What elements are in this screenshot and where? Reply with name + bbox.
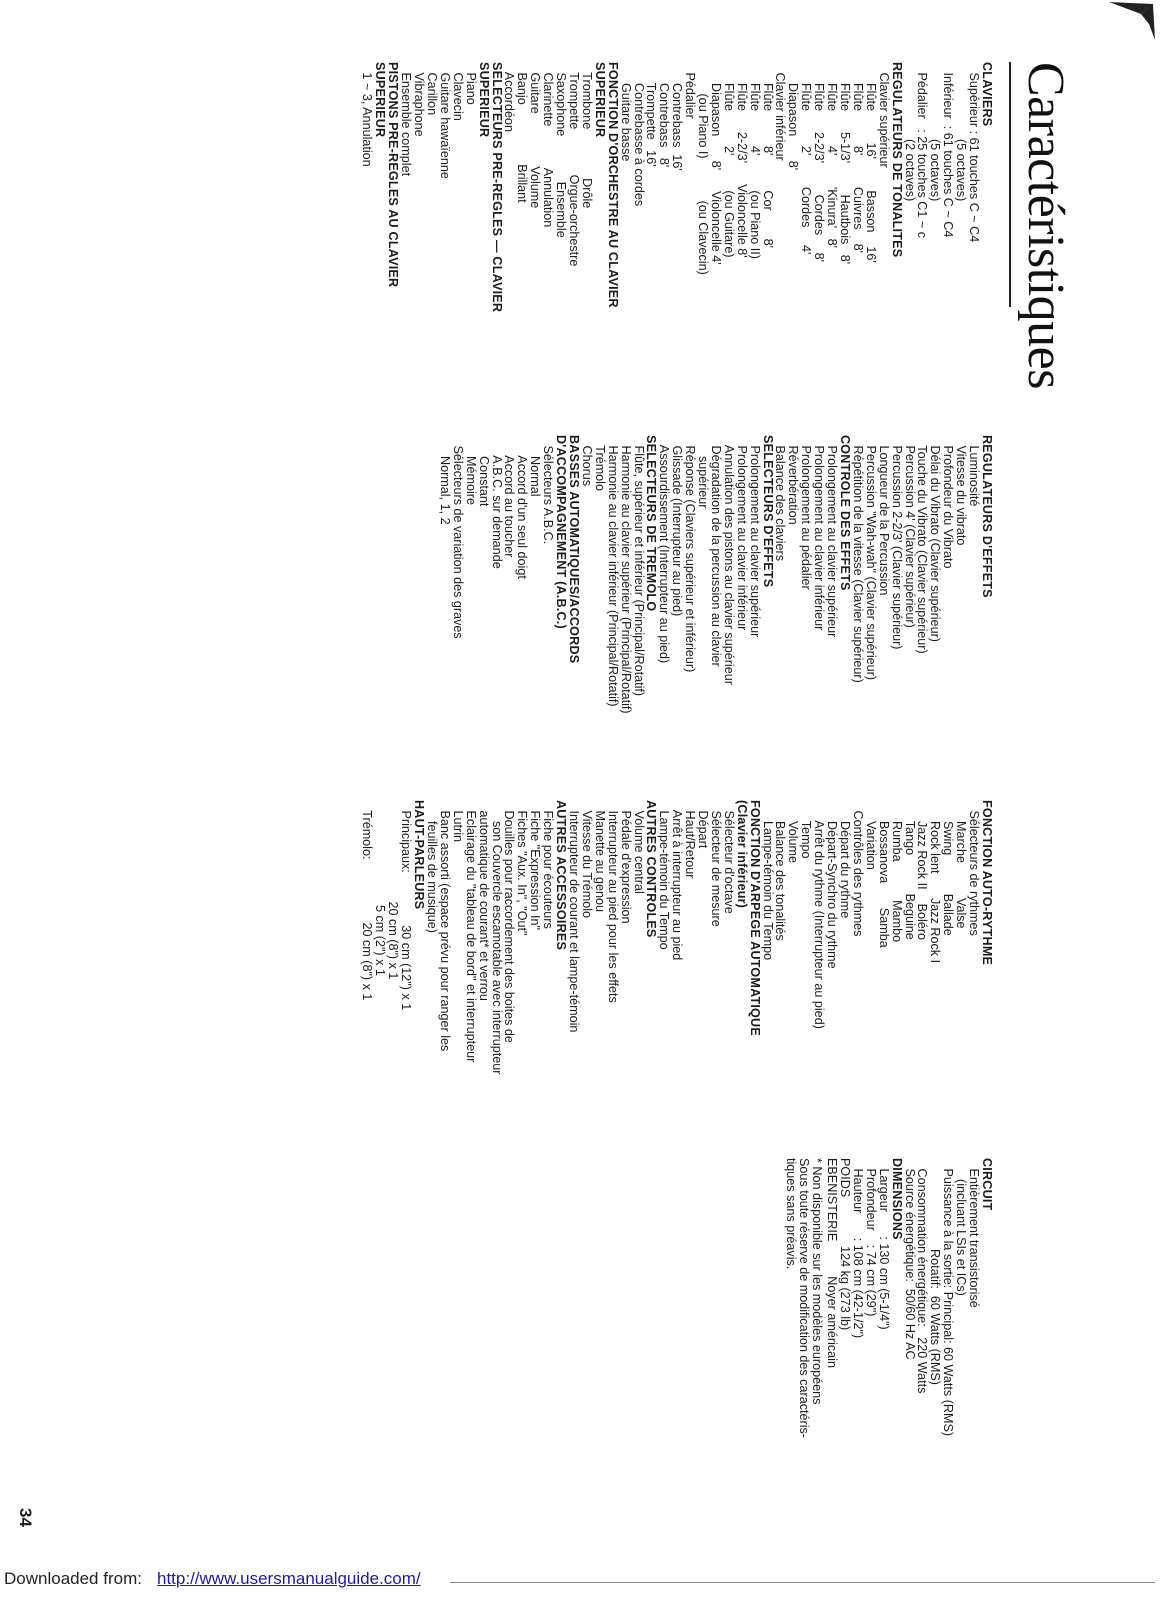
text-line: Accordéon: [502, 71, 517, 133]
text-line: Trombone Drôle: [579, 72, 594, 209]
text-line: Pédalier : 25 touches C1 ~ c: [915, 72, 930, 239]
text-line: Rotatif: 60 Watts (RMS): [928, 1248, 943, 1385]
text-line: Guitare basse: [618, 82, 633, 162]
text-line: PISTONS PRE-REGLES AU CLAVIER: [386, 62, 401, 288]
text-line: Bossanova Samba: [876, 820, 891, 948]
text-line: SUPERIEUR: [592, 62, 607, 138]
text-line: (Clavier inférieur): [734, 800, 749, 909]
text-line: Volume: [786, 820, 801, 863]
text-line: Prolongement au clavier inférieur: [812, 445, 827, 631]
text-line: AUTRES CONTROLES: [644, 800, 659, 938]
title-underline: [1009, 62, 1011, 307]
text-line: Luminosité: [967, 445, 982, 507]
text-line: Rock lent Jazz Rock I: [928, 820, 943, 964]
text-line: Largeur : 130 cm (5-1/4"): [876, 1168, 891, 1330]
text-line: Tempo: [799, 820, 814, 859]
scan-tick-icon: ✓: [1140, 4, 1151, 18]
column-claviers: [361, 62, 993, 312]
text-line: SUPERIEUR: [476, 62, 491, 138]
text-line: (ou Piano I) (ou Clavecin): [696, 93, 711, 275]
text-line: Flûte 8' Cuivres 8': [850, 82, 865, 253]
text-line: Départ du rythme: [838, 820, 853, 919]
text-line: Flûte 5-1/3' Hautbois 8': [838, 82, 853, 265]
text-line: Flûte 8' Cor 8': [760, 82, 775, 249]
text-line: Trompette Orgue-orchestre: [567, 72, 581, 267]
text-line: Flûte 2-2/3' Violoncelle 8': [734, 82, 749, 258]
text-line: CLAVIERS: [980, 62, 994, 127]
text-line: Interrupteur de courant et lampe-témoin: [567, 810, 581, 1033]
text-line: Départ-Synchro du rythme: [825, 820, 840, 969]
text-line: Trémolo: 20 cm (8") x 1: [360, 800, 375, 1001]
text-line: Source énergétique: 50/60 Hz AC: [902, 1168, 917, 1360]
text-line: Constant: [476, 455, 491, 507]
text-line: AUTRES ACCESSOIRES: [554, 800, 569, 951]
text-line: Répétition de la vitesse (Clavier supérieur): [850, 445, 865, 683]
text-line: Prolongement au pédalier: [799, 445, 814, 590]
text-line: Clavier supérieur: [876, 72, 891, 168]
text-line: Saxophone Ensemble: [554, 72, 569, 238]
text-line: Touche du Vibrato (Clavier supérieur): [915, 445, 930, 654]
text-line: Supérieur : 61 touches C ~ C4: [967, 72, 982, 243]
text-line: Eclairage du "tableau de bord" et interrupteur: [463, 810, 478, 1063]
text-line: automatique de courant* et verrou: [476, 810, 491, 1001]
text-line: Flûte 2' (ou Guitare): [721, 82, 736, 258]
text-line: FONCTION D'ARPEGE AUTOMATIQUE: [747, 800, 762, 1036]
text-line: (5 octaves): [954, 138, 969, 202]
footnote-3: [784, 1158, 797, 1269]
text-line: Vitesse du Trémolo: [579, 810, 594, 919]
text-line: Flûte 2' Cordes 4': [799, 82, 814, 255]
text-line: Balance des tonalités: [773, 820, 788, 941]
text-line: Mémoire: [463, 455, 478, 505]
text-line: 20 cm (8") x 1: [386, 901, 401, 980]
text-line: Annulation des pistons au clavier supérieur: [721, 444, 736, 685]
text-line: * Non disponible sur les modèles européens: [810, 1158, 824, 1405]
text-line: Glissade (Interrupteur au pied): [670, 445, 685, 617]
text-line: Contrebass 16': [670, 82, 685, 171]
text-line: Banjo Brillant: [515, 72, 530, 203]
text-line: Ensemble complet: [399, 72, 414, 177]
text-line: Vitesse du vibrato: [954, 445, 969, 546]
footer-divider: [450, 1582, 1155, 1583]
text-line: Normal, 1, 2: [437, 435, 452, 525]
text-line: Vibraphone: [412, 72, 427, 137]
text-line: Fiche pour écouteurs: [541, 810, 556, 929]
text-line: Flûte, supérieur et inférieur (Principal/Rotatif): [631, 445, 646, 697]
footer-label: Downloaded from:: [4, 1569, 142, 1588]
text-line: Rumba Mambo: [889, 820, 904, 943]
text-line: Percussion 4' (Clavier supérieur): [902, 445, 917, 628]
text-line: Variation: [863, 820, 878, 870]
text-line: Sélecteur d'octave: [721, 810, 736, 914]
text-line: Assourdissement (Interrupteur au pied): [657, 444, 672, 664]
text-line: Percussion "Wah-wah" (Clavier supérieur): [863, 445, 878, 681]
text-line: DIMENSIONS: [889, 1158, 904, 1240]
text-line: (2 octaves): [902, 138, 917, 202]
text-line: Sous toute réserve de modification des caractéris-: [797, 1158, 811, 1438]
text-line: Guitare hawaïenne: [437, 72, 452, 179]
text-line: Flûte 2-2/3' Cordes 8': [812, 82, 827, 263]
page-title: Caractéristiques: [1017, 62, 1074, 389]
text-line: Clarinette Annulation: [541, 72, 556, 228]
text-line: Clavier inférieur: [773, 72, 788, 161]
text-line: Interrupteur au pied pour les effets: [605, 810, 620, 1003]
text-line: feuilles de musique): [425, 820, 440, 933]
text-line: Clavecin: [450, 72, 465, 121]
text-line: 1 ~ 3, Annulation: [360, 62, 375, 167]
footer-link[interactable]: http://www.usersmanualguide.com/: [157, 1569, 421, 1588]
text-line: SELECTEURS D'EFFETS: [760, 435, 775, 588]
text-line: Lampe-témoin du Tempo: [760, 820, 775, 961]
text-line: Profondeur : 74 cm (29"): [863, 1168, 878, 1317]
text-line: (incluant LSIs et ICs): [954, 1178, 969, 1296]
text-line: Arrêt à interrupteur au pied: [670, 809, 685, 961]
text-line: supérieur: [696, 455, 711, 509]
text-line: Carillon: [425, 72, 440, 116]
text-line: Réverbération: [786, 445, 801, 525]
text-line: SUPERIEUR: [373, 62, 388, 138]
text-line: Diapason 8': [786, 82, 801, 171]
text-line: Délai du Vibrato (Clavier supérieur): [928, 445, 943, 642]
text-line: Fiche "Expression In": [528, 810, 543, 931]
text-line: Fiches "Aux. In", "Out": [515, 810, 530, 936]
text-line: Prolongement au clavier inférieur: [734, 445, 749, 631]
page-number: 34: [16, 1508, 35, 1527]
text-line: Entièrement transistorisé: [967, 1168, 982, 1308]
text-line: Dégradation de la percussion au clavier: [708, 445, 723, 667]
text-line: Trompette 16': [644, 82, 659, 167]
text-line: Prolongement au clavier supérieur: [747, 445, 762, 638]
text-line: Contrebasse à cordes: [631, 82, 646, 207]
text-line: Pédalier: [683, 72, 698, 119]
text-line: REGULATEURS D'EFFETS: [980, 435, 994, 598]
text-line: Marche Valse: [954, 820, 969, 929]
text-line: Douilles pour raccordement des boites de: [502, 810, 517, 1043]
text-line: SELECTEURS PRE-REGLES — CLAVIER: [489, 62, 504, 313]
text-line: CONTROLE DES EFFETS: [838, 435, 853, 591]
text-line: Flûte 4' (ou Piano II): [747, 82, 762, 259]
text-line: Accord d'un seul doigt: [515, 455, 530, 579]
text-line: Balance des claviers: [773, 445, 788, 561]
text-line: Sélecteurs A.B.C.: [541, 445, 556, 545]
text-line: CIRCUIT: [980, 1158, 994, 1211]
footnote-2: [797, 1158, 810, 1438]
column-circuit: [825, 1158, 993, 1436]
text-line: POIDS 124 kg (273 lb): [838, 1158, 853, 1331]
footnote-1: [810, 1158, 823, 1404]
text-line: Manette au genou: [592, 810, 607, 913]
text-line: Hauteur : 108 cm (42-1/2"): [850, 1168, 865, 1339]
text-line: Haut/Retour: [683, 810, 698, 879]
text-line: Flûte 4' 'Kinura' 8': [825, 82, 840, 248]
text-line: Guitare Volume: [528, 72, 543, 209]
text-line: son Couvercle escamotable avec interrupteur: [489, 820, 504, 1075]
text-line: Prolongement au clavier supérieur: [825, 445, 840, 638]
text-line: Banc assorti (espace prévu pour ranger les: [437, 810, 452, 1052]
text-line: FONCTION D'ORCHESTRE AU CLAVIER: [605, 62, 620, 308]
text-line: tiques sans préavis.: [784, 1158, 798, 1270]
text-line: Flûte 16' Basson 16': [863, 82, 878, 263]
text-line: Harmonie au clavier supérieur (Principal/Rotatif): [618, 445, 633, 714]
text-line: Principaux: 30 cm (12") x 1: [399, 810, 414, 1011]
download-footer: [0, 1568, 1163, 1600]
text-line: Sélecteur de mesure: [708, 810, 723, 927]
text-line: Inférieur : 61 touches C ~ C4: [941, 72, 956, 238]
text-line: Consommation énergétique: 220 Watts: [915, 1168, 930, 1394]
text-line: SELECTEURS DE TREMOLO: [644, 435, 659, 612]
text-line: Harmonie au clavier inférieur (Principal/Rotatif): [605, 445, 620, 707]
text-line: 5 cm (2") x 1: [373, 904, 388, 976]
text-line: Profondeur du Vibrato: [941, 445, 956, 569]
text-line: HAUT-PARLEURS: [412, 800, 427, 910]
text-line: Volume central: [631, 810, 646, 894]
text-line: Puissance à la sortie: Principal: 60 Watts (RMS): [941, 1168, 956, 1437]
text-line: Arrêt du rythme (Interrupteur au pied): [812, 820, 827, 1029]
text-line: Percussion 2-2/3' (Clavier supérieur): [889, 445, 904, 650]
text-line: Sélecteurs de variation des graves: [450, 445, 465, 639]
text-line: Chorus: [579, 445, 594, 487]
text-line: FONCTION AUTO-RYTHME: [980, 800, 994, 966]
text-line: Tango Beguine: [902, 820, 917, 940]
text-line: EBENISTERIE Noyer américain: [825, 1158, 840, 1368]
text-line: Contrebass 8': [657, 82, 672, 168]
text-line: (5 octaves): [928, 138, 943, 202]
text-line: Lampe-témoin du Tempo: [657, 810, 672, 950]
text-line: Lutrin: [450, 810, 465, 842]
text-line: Sélecteurs de rythmes: [967, 810, 982, 936]
text-line: Départ: [696, 810, 711, 849]
text-line: Normal: [528, 455, 543, 497]
text-line: Diapason 8' Violoncelle 4': [708, 82, 723, 265]
text-line: Réponse (Claviers supérieur et inférieur): [683, 445, 698, 673]
text-line: Accord au toucher: [502, 455, 517, 558]
text-line: REGULATEURS DE TONALITES: [889, 62, 904, 258]
text-line: Swing Ballade: [941, 820, 956, 936]
text-line: A.B.C. sur demande: [489, 455, 504, 569]
text-line: Contrôles des rythmes: [850, 810, 865, 937]
text-line: Pédale d'expression: [618, 810, 633, 924]
text-line: D'ACCOMPAGNEMENT (A.B.C.): [554, 435, 569, 629]
text-line: Jazz Rock II Boléro: [915, 820, 930, 940]
column-effets: [438, 435, 993, 714]
text-line: BASSES AUTOMATIQUES/ACCORDS: [567, 435, 581, 664]
text-line: Longueur de la Percussion: [876, 445, 891, 596]
column-auto-rythme: [361, 800, 993, 1074]
text-line: Trémolo: [592, 445, 607, 491]
text-line: Piano: [463, 72, 478, 105]
